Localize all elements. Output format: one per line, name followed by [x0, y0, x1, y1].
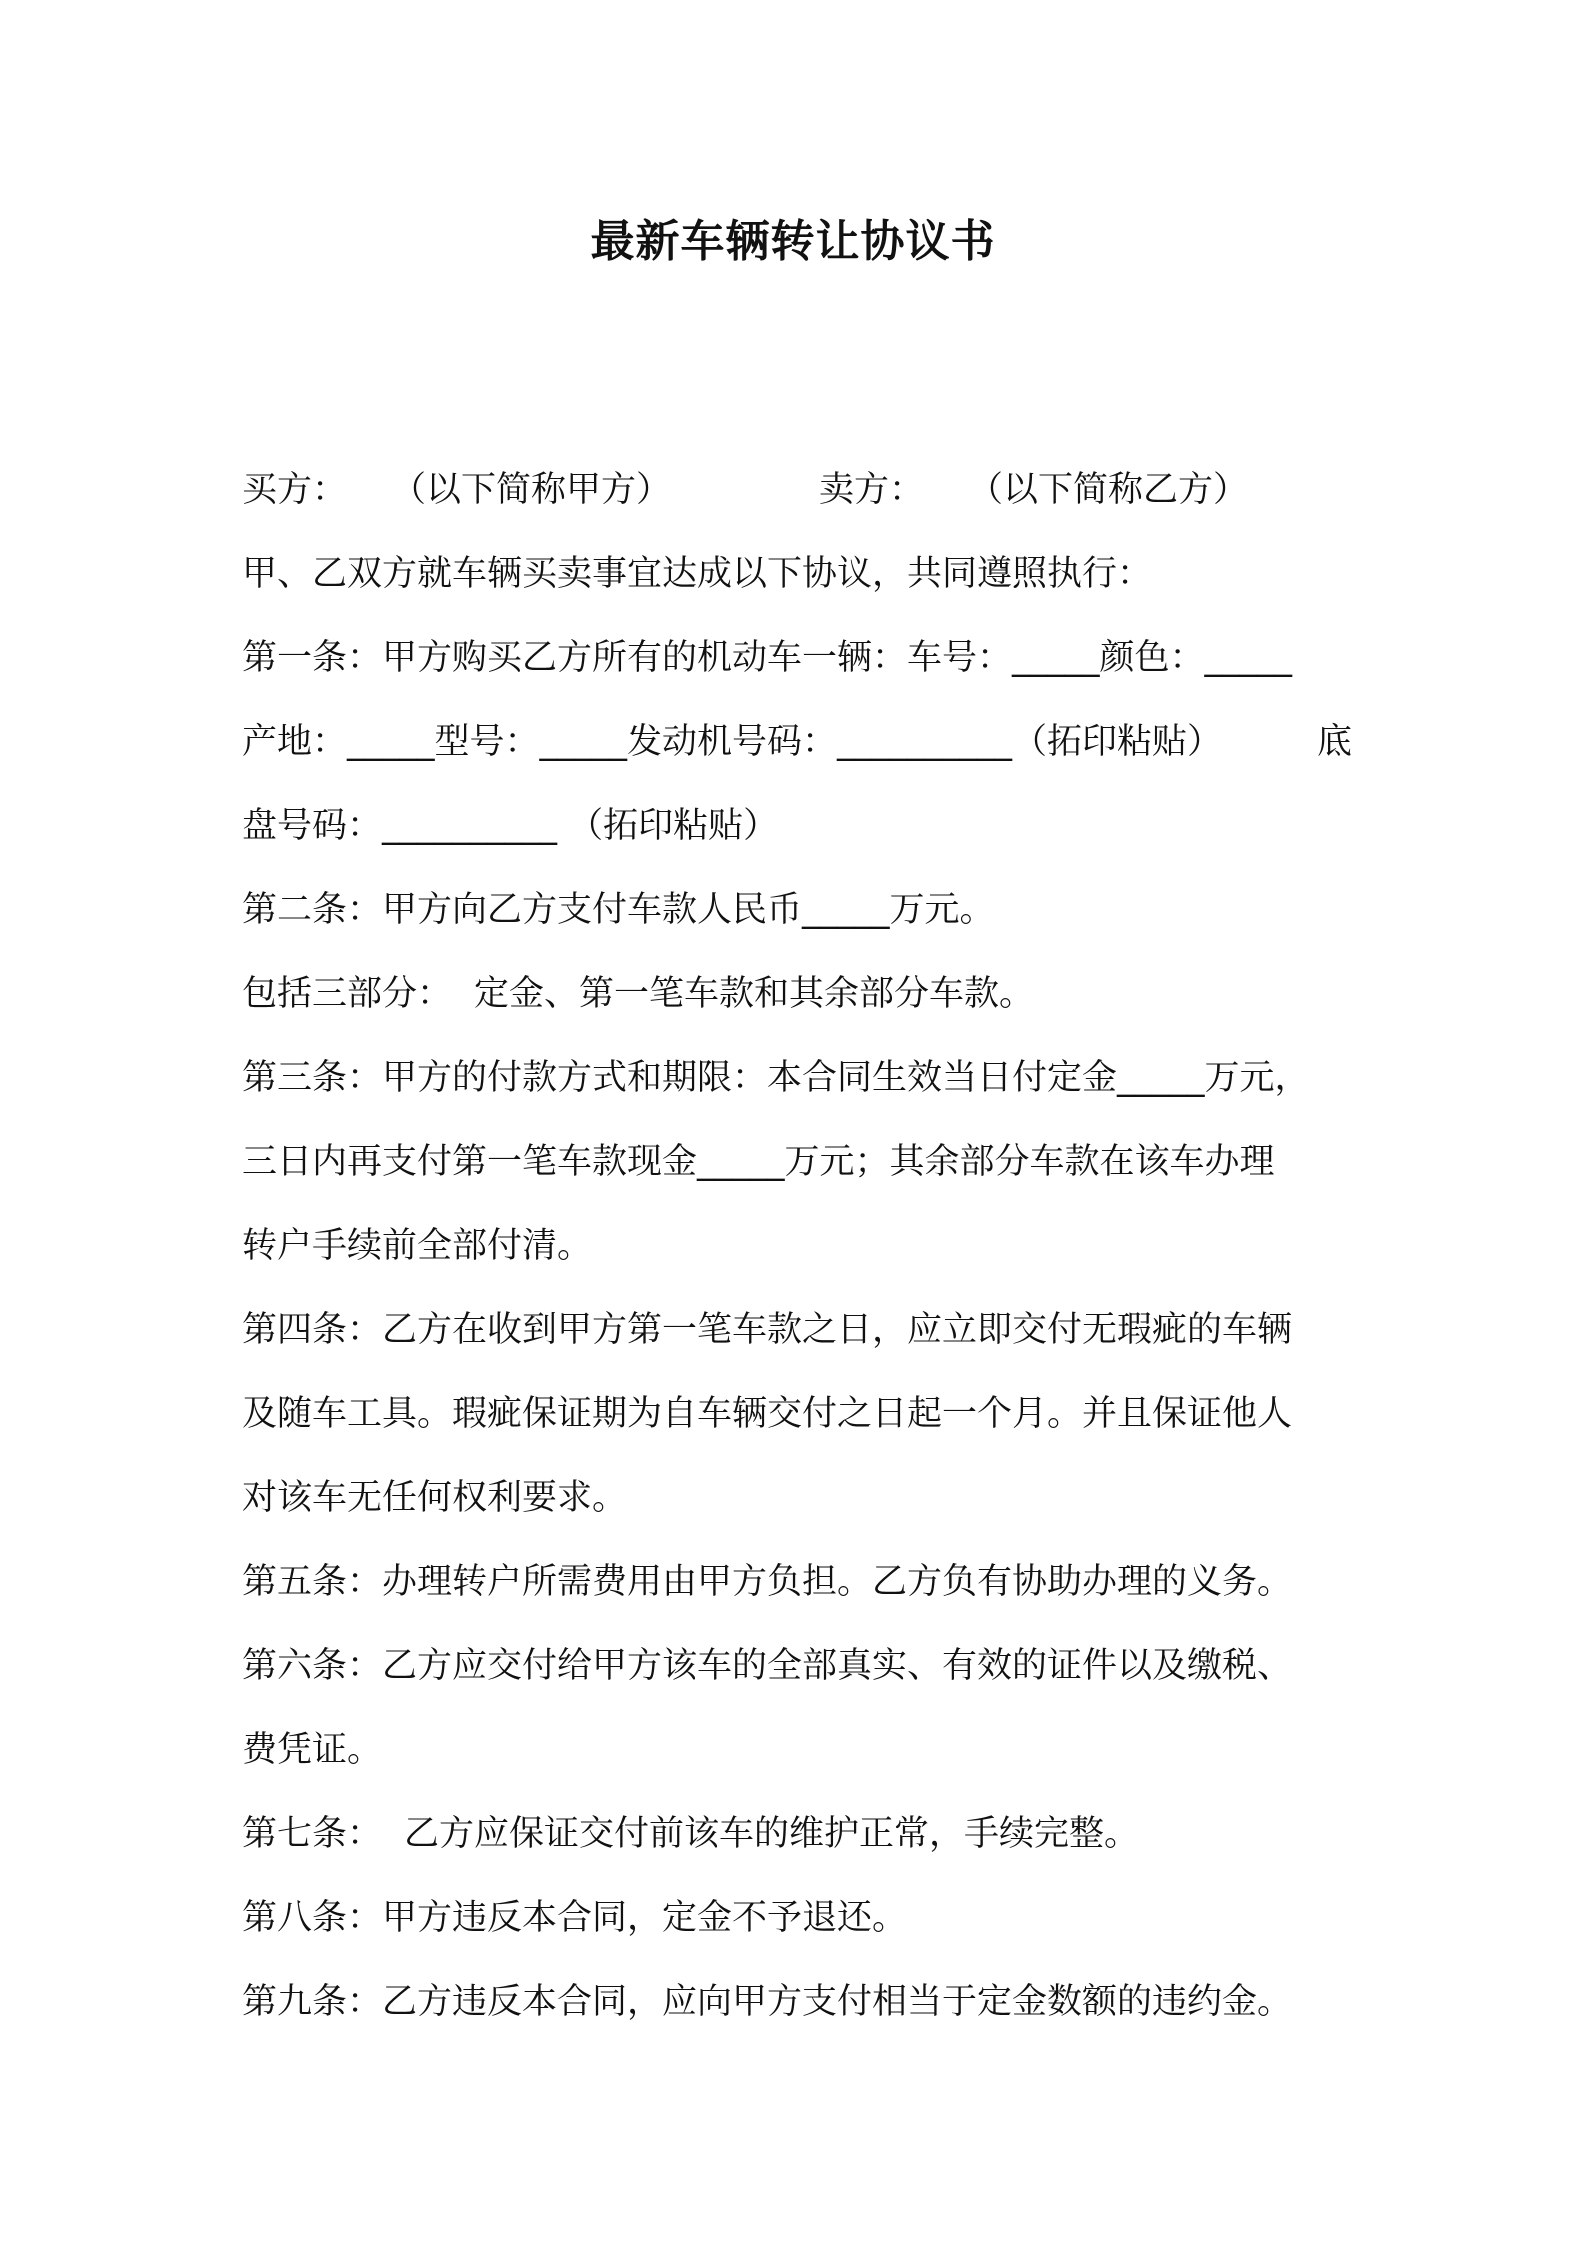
article-1-line-2-main: 产地：_____型号：_____发动机号码：__________（拓印粘贴） [242, 722, 1223, 762]
preamble: 甲、乙双方就车辆买卖事宜达成以下协议，共同遵照执行： [242, 554, 1153, 594]
article-6-line-1: 第六条：乙方应交付给甲方该车的全部真实、有效的证件以及缴税、 [242, 1646, 1293, 1686]
article-6-line-2: 费凭证。 [242, 1730, 383, 1770]
article-1-line-2-end: 底 [1316, 722, 1352, 762]
seller-label: 卖方： [819, 470, 925, 510]
article-1-line-2 [242, 700, 1352, 784]
article-2-line-2 [242, 952, 1352, 1036]
article-3-line-1: 第三条：甲方的付款方式和期限：本合同生效当日付定金_____万元， [242, 1058, 1310, 1098]
article-8: 第八条：甲方违反本合同，定金不予退还。 [242, 1898, 908, 1938]
article-3-line-2: 三日内再支付第一笔车款现金_____万元；其余部分车款在该车办理 [242, 1142, 1275, 1182]
seller-alias: （以下简称乙方） [968, 470, 1249, 510]
article-2-parts-text: 定金、第一笔车款和其余部分车款。 [474, 974, 1035, 1014]
article-4-line-2: 及随车工具。瑕疵保证期为自车辆交付之日起一个月。并且保证他人 [242, 1394, 1293, 1434]
parties-line [242, 448, 1352, 532]
article-3-line-3: 转户手续前全部付清。 [242, 1226, 593, 1266]
document-body [242, 448, 1352, 2044]
article-2-parts-label: 包括三部分： [242, 974, 453, 1014]
article-7-label: 第七条： [242, 1814, 383, 1854]
article-5: 第五条：办理转户所需费用由甲方负担。乙方负有协助办理的义务。 [242, 1562, 1293, 1602]
article-4-line-1: 第四条：乙方在收到甲方第一笔车款之日，应立即交付无瑕疵的车辆 [242, 1310, 1293, 1350]
article-7 [242, 1792, 1352, 1876]
article-2-line-1: 第二条：甲方向乙方支付车款人民币_____万元。 [242, 890, 995, 930]
article-9: 第九条：乙方违反本合同，应向甲方支付相当于定金数额的违约金。 [242, 1982, 1293, 2022]
buyer-alias: （以下简称甲方） [391, 470, 672, 510]
article-1-line-3: 盘号码：__________ （拓印粘贴） [242, 806, 779, 846]
article-1-line-1: 第一条：甲方购买乙方所有的机动车一辆：车号：_____颜色：_____ [242, 638, 1293, 678]
buyer-label: 买方： [242, 470, 348, 510]
document-title: 最新车辆转让协议书 [590, 216, 996, 267]
article-7-text: 乙方应保证交付前该车的维护正常，手续完整。 [404, 1814, 1140, 1854]
article-4-line-3: 对该车无任何权利要求。 [242, 1478, 628, 1518]
